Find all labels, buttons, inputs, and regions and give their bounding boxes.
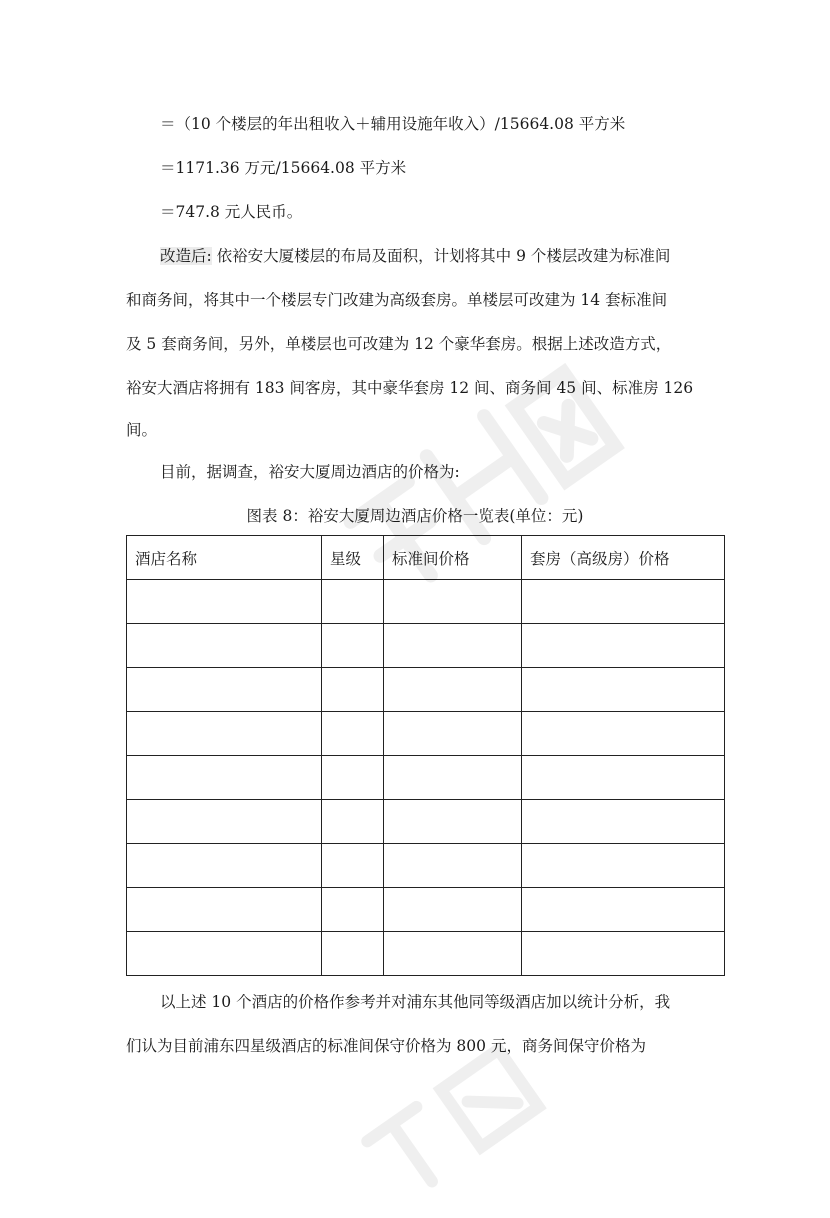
- table-cell: [127, 800, 322, 844]
- table-cell: [384, 668, 522, 712]
- hotel-price-table: [126, 535, 725, 976]
- table-row: [127, 624, 725, 668]
- table-cell: [322, 888, 384, 932]
- table-cell: [322, 800, 384, 844]
- table-cell: [384, 756, 522, 800]
- table-cell: [522, 624, 725, 668]
- table-cell: [522, 932, 725, 976]
- table-cell: [127, 756, 322, 800]
- table-row: [127, 712, 725, 756]
- table-cell: [127, 888, 322, 932]
- formula-line-2: ＝1171.36 万元/15664.08 平方米: [160, 159, 407, 177]
- table-cell: [384, 844, 522, 888]
- renovation-paragraph-line-2: 和商务间，将其中一个楼层专门改建为高级套房。单楼层可改建为 14 套标准间: [126, 291, 668, 309]
- renovation-label: 改造后:: [160, 247, 212, 265]
- table-cell: [322, 580, 384, 624]
- table-cell: [127, 932, 322, 976]
- table-cell: [522, 668, 725, 712]
- renovation-paragraph-line-3: 及 5 套商务间，另外，单楼层也可改建为 12 个豪华套房。根据上述改造方式，: [126, 335, 672, 353]
- table-row: [127, 888, 725, 932]
- table-cell: [127, 624, 322, 668]
- table-row: [127, 932, 725, 976]
- table-cell: [127, 580, 322, 624]
- renovation-line-1-text: 依裕安大厦楼层的布局及面积，计划将其中 9 个楼层改建为标准间: [211, 247, 671, 265]
- table-cell: [322, 932, 384, 976]
- table-cell: [322, 712, 384, 756]
- table-cell: [127, 844, 322, 888]
- table-cell: [522, 844, 725, 888]
- table-cell: [127, 668, 322, 712]
- table-cell: [322, 756, 384, 800]
- table-header-row: [127, 536, 725, 580]
- table-cell: [522, 580, 725, 624]
- header-star-rating: 星级: [322, 536, 384, 580]
- table-row: [127, 756, 725, 800]
- renovation-paragraph-line-5: 间。: [126, 421, 158, 439]
- table-row: [127, 580, 725, 624]
- table-cell: [384, 888, 522, 932]
- conclusion-line-2: 们认为目前浦东四星级酒店的标准间保守价格为 800 元，商务间保守价格为: [126, 1037, 646, 1055]
- formula-line-1: ＝（10 个楼层的年出租收入＋辅用设施年收入）/15664.08 平方米: [160, 115, 626, 133]
- table-cell: [522, 756, 725, 800]
- renovation-paragraph-line-4: 裕安大酒店将拥有 183 间客房，其中豪华套房 12 间、商务间 45 间、标准房 126: [126, 379, 694, 397]
- table-cell: [522, 888, 725, 932]
- formula-line-3: ＝747.8 元人民币。: [160, 203, 303, 221]
- table-cell: [384, 800, 522, 844]
- header-standard-room-price: 标准间价格: [384, 536, 522, 580]
- table-cell: [322, 668, 384, 712]
- table-cell: [322, 624, 384, 668]
- renovation-paragraph-line-1: [160, 246, 670, 266]
- table-cell: [127, 712, 322, 756]
- survey-line: 目前，据调查，裕安大厦周边酒店的价格为:: [160, 463, 460, 481]
- conclusion-line-1: 以上述 10 个酒店的价格作参考并对浦东其他同等级酒店加以统计分析，我: [160, 993, 671, 1011]
- table-cell: [384, 580, 522, 624]
- table-row: [127, 844, 725, 888]
- header-hotel-name: 酒店名称: [127, 536, 322, 580]
- table-cell: [322, 844, 384, 888]
- table-row: [127, 668, 725, 712]
- table-cell: [384, 932, 522, 976]
- table-cell: [384, 712, 522, 756]
- table-caption: 图表 8：裕安大厦周边酒店价格一览表(单位：元): [246, 507, 584, 525]
- header-suite-price: 套房（高级房）价格: [522, 536, 725, 580]
- table-cell: [522, 800, 725, 844]
- table-cell: [384, 624, 522, 668]
- table-cell: [522, 712, 725, 756]
- table-row: [127, 800, 725, 844]
